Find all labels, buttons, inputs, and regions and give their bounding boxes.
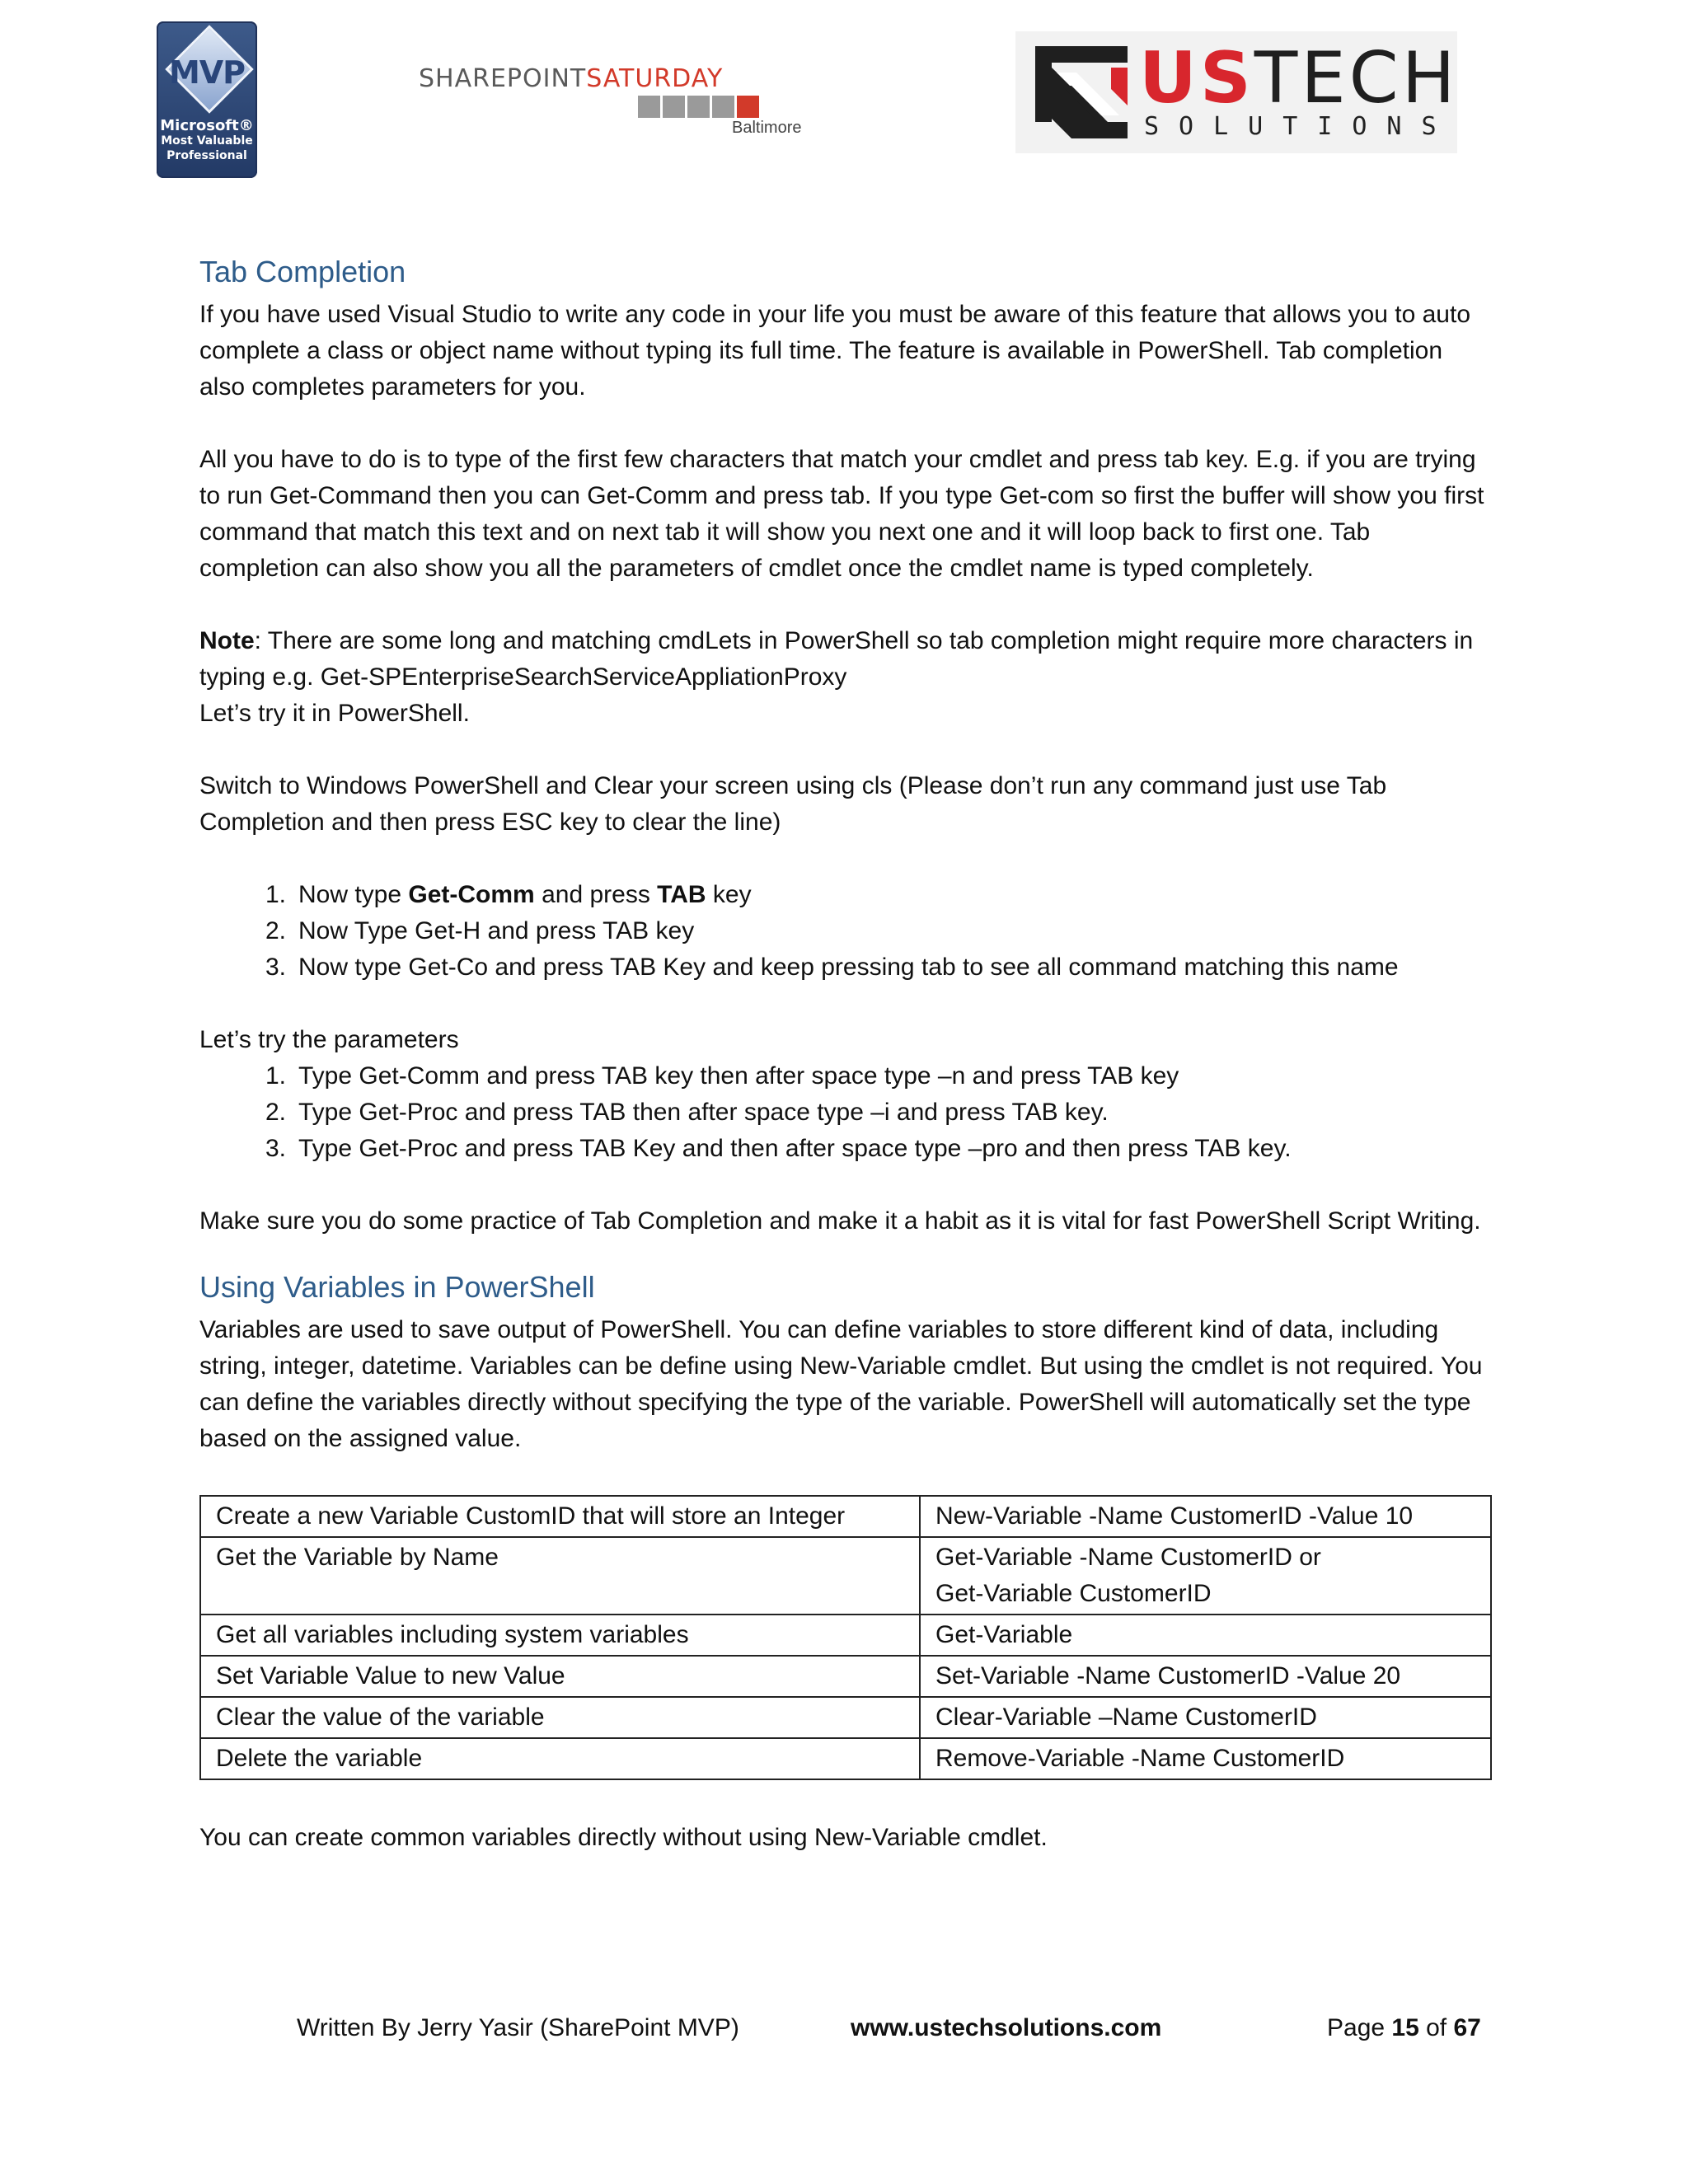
ustech-logo-subtitle: SOLUTIONS (1144, 112, 1456, 141)
footer-author: Written By Jerry Yasir (SharePoint MVP) (297, 2014, 739, 2041)
ustech-emblem-icon (1029, 40, 1134, 145)
table-row: Set Variable Value to new Value Set-Variable -Name CustomerID -Value 20 (200, 1656, 1491, 1697)
footer-website: www.ustechsolutions.com (851, 2014, 1162, 2041)
mvp-logo (157, 21, 257, 178)
table-row: Get all variables including system variables Get-Variable (200, 1615, 1491, 1656)
sps-logo-squares (638, 96, 759, 118)
list-item: 2. Now Type Get-H and press TAB key (265, 917, 695, 944)
sharepoint-saturday-logo (419, 64, 814, 143)
note-text: : There are some long and matching cmdLets in PowerShell so tab completion might require more characters in typing e.g. Get-SPEnterpriseSearchServiceAppliationProxy (199, 627, 1474, 691)
common-variables-paragraph: You can create common variables directly without using New-Variable cmdlet. (199, 1824, 1048, 1851)
list-item: 3. Now type Get-Co and press TAB Key and keep pressing tab to see all command matching this name (265, 954, 1399, 981)
steps-list (199, 877, 1492, 986)
mvp-logo-line2: Most Valuable (161, 134, 253, 148)
sps-logo-title-b: SATURDAY (586, 64, 724, 93)
mvp-logo-line1: Microsoft® (160, 117, 254, 134)
table-row: Create a new Variable CustomID that will store an Integer New-Variable -Name CustomerID -Value 10 (200, 1496, 1491, 1537)
footer-page-number: Page 15 of 67 (1327, 2014, 1481, 2041)
mvp-logo-line3: Professional (166, 149, 247, 162)
ustech-logo-tech: TECH (1254, 37, 1459, 120)
try-it-paragraph: Let’s try it in PowerShell. (199, 700, 470, 727)
tab-completion-usage: All you have to do is to type of the first few characters that match your cmdlet and press tab key. E.g. if you are trying to run Get-Command then you can Get-Comm and press tab. If you type Get-com so first the buffer will show you first command that match this text and on next tab it will show you next one and it will loop back to first one. Tab completion can also show you all the parameters of cmdlet once the cmdlet name is typed completely. (199, 446, 1484, 582)
param-steps-list (199, 1058, 1492, 1167)
practice-paragraph: Make sure you do some practice of Tab Completion and make it a habit as it is vital for fast PowerShell Script Writing. (199, 1207, 1481, 1235)
list-item: 3. Type Get-Proc and press TAB Key and then after space type –pro and then press TAB key. (265, 1135, 1292, 1162)
variables-intro: Variables are used to save output of PowerShell. You can define variables to store different kind of data, including string, integer, datetime. Variables can be define using New-Variable cmdlet. But using the cmdlet is not required. You can define the variables directly without specifying the type of the variable. PowerShell will automatically set the type based on the assigned value. (199, 1316, 1483, 1452)
table-row: Get the Variable by Name Get-Variable -Name CustomerID or Get-Variable CustomerID (200, 1537, 1491, 1615)
params-intro: Let’s try the parameters (199, 1026, 459, 1053)
page-footer (0, 2014, 1688, 2055)
ustech-logo-us: US (1139, 37, 1254, 120)
note-paragraph (199, 623, 1492, 696)
variables-table (199, 1495, 1492, 1780)
list-item: 2. Type Get-Proc and press TAB then after space type –i and press TAB key. (265, 1099, 1109, 1126)
note-label: Note (199, 627, 255, 654)
tab-completion-intro: If you have used Visual Studio to write any code in your life you must be aware of this feature that allows you to auto complete a class or object name without typing its full time. The feature is available in PowerShell. Tab completion also completes parameters for you. (199, 301, 1470, 401)
list-item: 1. Now type Get-Comm and press TAB key (265, 881, 752, 908)
switch-powershell-paragraph: Switch to Windows PowerShell and Clear your screen using cls (Please don’t run any command just use Tab Completion and then press ESC key to clear the line) (199, 772, 1387, 836)
mvp-logo-title: MVP (168, 54, 246, 91)
page-content (199, 247, 1492, 1856)
section-heading-tab-completion: Tab Completion (199, 255, 406, 288)
table-row: Clear the value of the variable Clear-Variable –Name CustomerID (200, 1697, 1491, 1738)
ustech-logo (1015, 31, 1457, 153)
section-heading-variables: Using Variables in PowerShell (199, 1270, 595, 1304)
list-item: 1. Type Get-Comm and press TAB key then after space type –n and press TAB key (265, 1062, 1179, 1090)
table-row: Delete the variable Remove-Variable -Name CustomerID (200, 1738, 1491, 1779)
sps-logo-subtitle: Baltimore (732, 119, 802, 137)
sps-logo-title-a: SHAREPOINT (419, 64, 587, 93)
